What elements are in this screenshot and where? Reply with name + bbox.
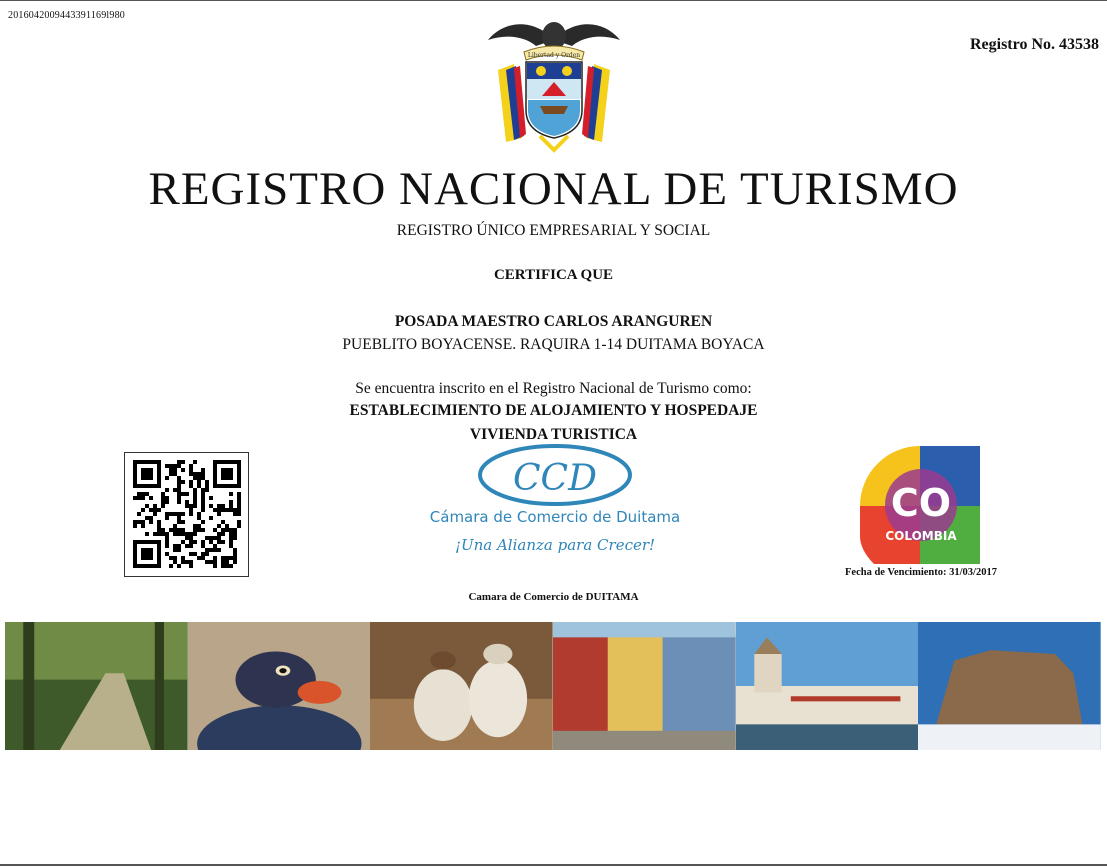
photo-forest-path: [5, 622, 188, 750]
coat-motto: Libertad y Orden: [527, 52, 581, 59]
brand-colombia-text: COLOMBIA: [885, 529, 957, 543]
registration-category: ESTABLECIMIENTO DE ALOJAMIENTO Y HOSPEDAJE: [349, 402, 758, 419]
certificate-subtitle: REGISTRO ÚNICO EMPRESARIAL Y SOCIAL: [396, 222, 711, 239]
photo-colonial-building: [736, 622, 919, 750]
document-id: 2016042009443391169l980: [8, 10, 126, 21]
registration-subcategory: VIVIENDA TURISTICA: [469, 426, 638, 443]
issuer-caption: Camara de Comercio de DUITAMA: [468, 591, 639, 603]
chamber-monogram: CCD: [513, 458, 597, 499]
photo-musicians: [370, 622, 553, 750]
expiry-date: Fecha de Vencimiento: 31/03/2017: [845, 567, 997, 578]
coat-of-arms-icon: [484, 10, 624, 156]
registration-intro: Se encuentra inscrito en el Registro Nacional de Turismo como:: [355, 380, 752, 397]
chamber-slogan: ¡Una Alianza para Crecer!: [454, 536, 656, 554]
certificate-title: REGISTRO NACIONAL DE TURISMO: [148, 163, 959, 215]
top-border: [0, 0, 1107, 1]
business-name: POSADA MAESTRO CARLOS ARANGUREN: [394, 313, 713, 330]
qr-code-icon: [124, 452, 249, 577]
chamber-name: Cámara de Comercio de Duitama: [429, 508, 681, 526]
colombia-brand-logo-icon: [860, 446, 982, 564]
registration-number: Registro No. 43538: [969, 36, 1099, 53]
photo-condor-bird: [188, 622, 371, 750]
brand-co-text: CO: [890, 481, 952, 525]
photo-colonial-street: [553, 622, 736, 750]
certifies-heading: CERTIFICA QUE: [493, 267, 614, 283]
business-address: PUEBLITO BOYACENSE. RAQUIRA 1-14 DUITAMA BOYACA: [342, 336, 765, 353]
tourism-photo-strip: [5, 622, 1101, 750]
photo-rock-formation: [918, 622, 1101, 750]
bottom-border: [0, 864, 1107, 866]
